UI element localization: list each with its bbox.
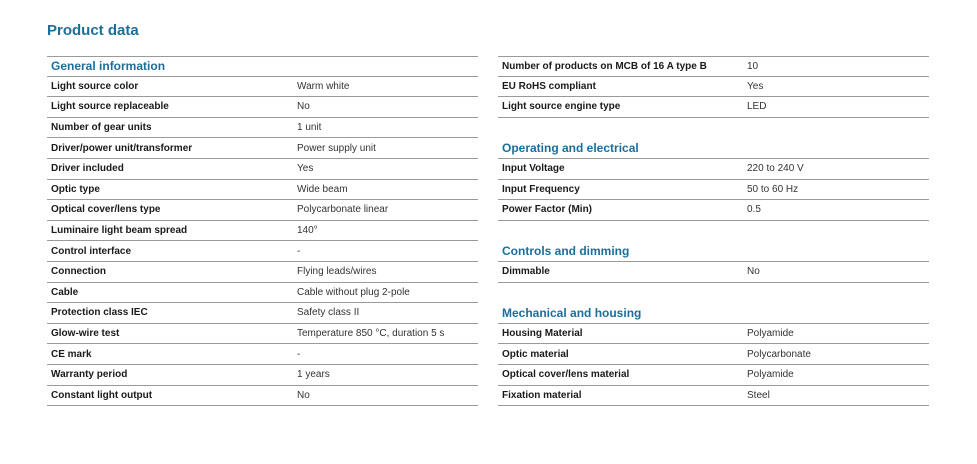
table-row — [498, 180, 929, 201]
row-label: Cable — [51, 286, 79, 298]
row-value: 10 — [747, 60, 759, 72]
table-row — [498, 97, 929, 118]
table-row — [47, 221, 478, 242]
row-value: Polycarbonate — [747, 348, 811, 360]
table-row — [47, 118, 478, 139]
row-value: 1 unit — [297, 122, 322, 134]
row-value: Polycarbonate linear — [297, 204, 389, 216]
table-row — [498, 324, 929, 345]
row-label: Light source replaceable — [51, 101, 169, 113]
table-row — [47, 365, 478, 386]
row-value: Wide beam — [297, 183, 348, 195]
row-value: Yes — [747, 80, 764, 92]
section-title-mechanical-and-housing: Mechanical and housing — [498, 303, 929, 324]
section-title-controls-and-dimming: Controls and dimming — [498, 241, 929, 262]
table-row — [498, 262, 929, 283]
table-row — [498, 365, 929, 386]
table-row — [47, 77, 478, 98]
row-label: CE mark — [51, 348, 92, 360]
row-label: Optical cover/lens type — [51, 204, 161, 216]
row-value: 220 to 240 V — [747, 163, 804, 175]
table-row — [498, 77, 929, 98]
spacer — [498, 283, 929, 304]
row-value: LED — [747, 101, 767, 113]
table-row — [47, 200, 478, 221]
row-label: Housing Material — [502, 328, 583, 340]
row-label: Dimmable — [502, 266, 550, 278]
row-value: - — [297, 245, 301, 257]
table-row — [47, 241, 478, 262]
table-row — [498, 200, 929, 221]
table-row — [47, 180, 478, 201]
row-value: - — [297, 348, 301, 360]
row-label: Protection class IEC — [51, 307, 148, 319]
row-value: Polyamide — [747, 369, 794, 381]
row-value: Cable without plug 2-pole — [297, 286, 410, 298]
row-value: Flying leads/wires — [297, 266, 377, 278]
row-label: Control interface — [51, 245, 132, 257]
row-value: 0.5 — [747, 204, 761, 216]
row-value: No — [297, 389, 310, 401]
page-title: Product data — [47, 22, 139, 39]
table-row — [47, 138, 478, 159]
row-value: Power supply unit — [297, 142, 376, 154]
row-label: Optical cover/lens material — [502, 369, 630, 381]
row-label: Power Factor (Min) — [502, 204, 593, 216]
table-row — [47, 386, 478, 407]
row-value: 140° — [297, 225, 318, 237]
row-label: Number of products on MCB of 16 A type B — [502, 60, 707, 72]
row-value: Safety class II — [297, 307, 360, 319]
section-title-general-information: General information — [47, 56, 478, 77]
row-label: Luminaire light beam spread — [51, 225, 188, 237]
table-row — [498, 56, 929, 77]
row-value: 50 to 60 Hz — [747, 183, 799, 195]
general-information-table — [47, 56, 478, 406]
table-row — [47, 262, 478, 283]
table-row — [47, 303, 478, 324]
table-row — [498, 386, 929, 407]
row-value: Polyamide — [747, 328, 794, 340]
row-value: No — [297, 101, 310, 113]
row-label: Number of gear units — [51, 122, 152, 134]
spacer — [498, 221, 929, 242]
row-value: Yes — [297, 163, 314, 175]
row-label: Driver included — [51, 163, 124, 175]
row-label: Glow-wire test — [51, 328, 120, 340]
row-value: 1 years — [297, 369, 330, 381]
row-label: Optic material — [502, 348, 569, 360]
section-title-operating-and-electrical: Operating and electrical — [498, 138, 929, 159]
row-label: Fixation material — [502, 389, 582, 401]
row-value: Temperature 850 °C, duration 5 s — [297, 328, 445, 340]
table-row — [47, 97, 478, 118]
row-label: Warranty period — [51, 369, 128, 381]
spacer — [498, 118, 929, 139]
row-value: No — [747, 266, 760, 278]
table-row — [498, 159, 929, 180]
row-label: Constant light output — [51, 389, 153, 401]
row-label: Light source engine type — [502, 101, 621, 113]
row-label: Optic type — [51, 183, 100, 195]
table-row — [47, 283, 478, 304]
table-row — [498, 344, 929, 365]
row-value: Warm white — [297, 80, 350, 92]
row-label: Connection — [51, 266, 106, 278]
row-label: EU RoHS compliant — [502, 80, 596, 92]
table-row — [47, 324, 478, 345]
row-value: Steel — [747, 389, 770, 401]
specifications-table — [498, 56, 929, 406]
row-label: Light source color — [51, 80, 139, 92]
row-label: Input Frequency — [502, 183, 580, 195]
table-row — [47, 344, 478, 365]
row-label: Driver/power unit/transformer — [51, 142, 193, 154]
table-row — [47, 159, 478, 180]
row-label: Input Voltage — [502, 163, 565, 175]
